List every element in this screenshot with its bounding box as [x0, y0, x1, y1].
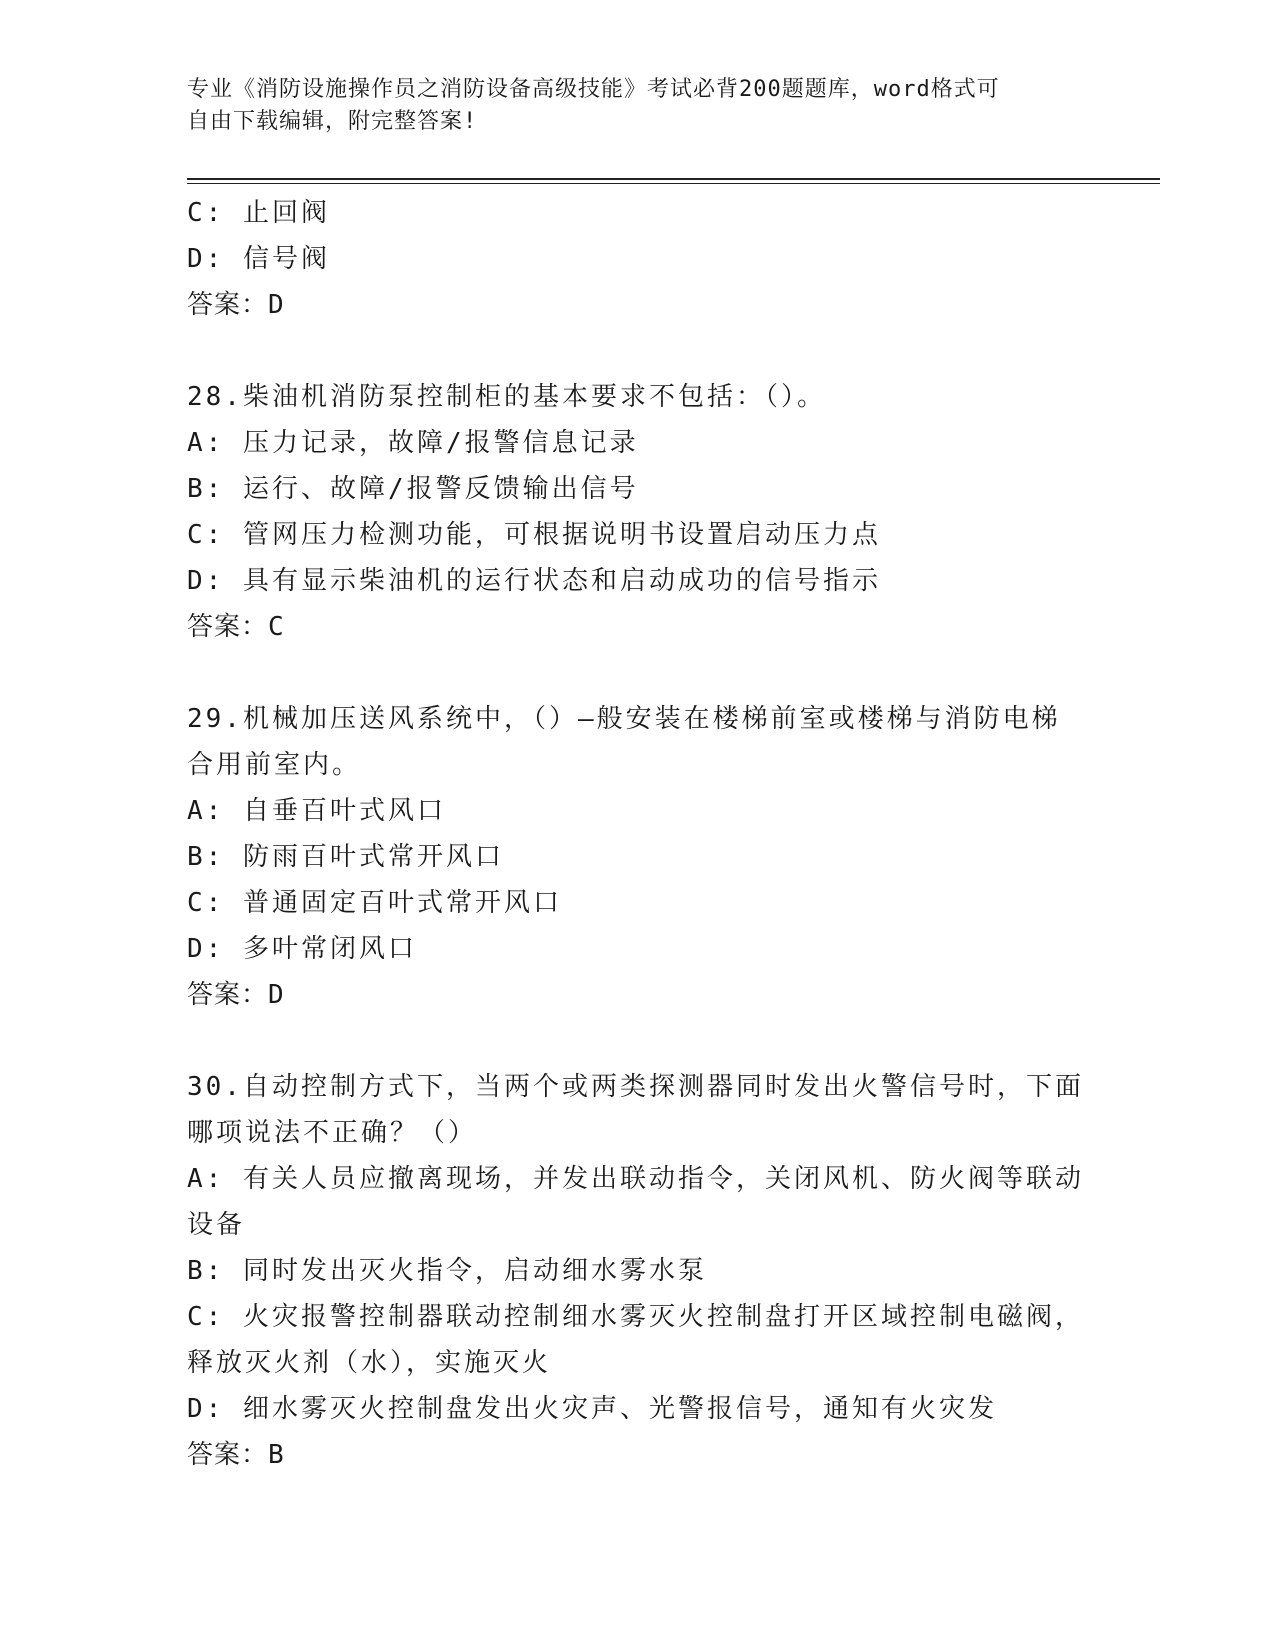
question-list: [187, 328, 1087, 1478]
question-stem-line: 29.机械加压送风系统中，（）—般安装在楼梯前室或楼梯与消防电梯: [187, 704, 1061, 734]
question-stem-line: 合用前室内。: [187, 750, 362, 780]
option-line: 释放灭火剂（水），实施灭火: [187, 1348, 552, 1378]
header-rule-thick: [187, 178, 1160, 180]
question-spacer: [187, 650, 1087, 696]
option-line: C: 管网压力检测功能，可根据说明书设置启动压力点: [187, 520, 881, 550]
option-c: C: 止回阀: [187, 198, 330, 228]
header-line-1: 专业《消防设施操作员之消防设备高级技能》考试必背200题题库，word格式可: [187, 77, 1000, 102]
option-line: D: 细水雾灭火控制盘发出火灾声、光警报信号，通知有火灾发: [187, 1394, 997, 1424]
question-stem-line: 30.自动控制方式下，当两个或两类探测器同时发出火警信号时，下面: [187, 1072, 1084, 1102]
option-line: A: 压力记录，故障/报警信息记录: [187, 428, 639, 458]
question-content: [187, 190, 1087, 1478]
question-spacer: [187, 1018, 1087, 1064]
option-line: B: 运行、故障/报警反馈输出信号: [187, 474, 639, 504]
option-line: C: 普通固定百叶式常开风口: [187, 888, 562, 918]
question-block: [187, 696, 1087, 1018]
option-line: A: 自垂百叶式风口: [187, 796, 446, 826]
header-rule-thin: [187, 183, 1160, 184]
option-line: B: 防雨百叶式常开风口: [187, 842, 504, 872]
question-spacer: [187, 328, 1087, 374]
question-stem-line: 哪项说法不正确？（）: [187, 1118, 478, 1148]
question-stem-line: 28.柴油机消防泵控制柜的基本要求不包括：（）。: [187, 382, 826, 412]
answer-line: 答案：B: [187, 1440, 285, 1470]
option-line: A: 有关人员应撤离现场，并发出联动指令，关闭风机、防火阀等联动: [187, 1164, 1084, 1194]
previous-question-tail: [187, 190, 1087, 328]
option-line: D: 多叶常闭风口: [187, 934, 417, 964]
option-line: C: 火灾报警控制器联动控制细水雾灭火控制盘打开区域控制电磁阀，: [187, 1302, 1084, 1332]
answer-line: 答案：C: [187, 612, 285, 642]
document-header: [187, 74, 1087, 138]
option-line: B: 同时发出灭火指令，启动细水雾水泵: [187, 1256, 707, 1286]
question-block: [187, 374, 1087, 650]
option-line: D: 具有显示柴油机的运行状态和启动成功的信号指示: [187, 566, 881, 596]
option-line: 设备: [187, 1210, 246, 1240]
question-block: [187, 1064, 1087, 1478]
answer-line: 答案：D: [187, 980, 285, 1010]
answer-line: 答案：D: [187, 290, 285, 320]
option-d: D: 信号阀: [187, 244, 330, 274]
header-line-2: 自由下载编辑，附完整答案!: [187, 109, 478, 134]
